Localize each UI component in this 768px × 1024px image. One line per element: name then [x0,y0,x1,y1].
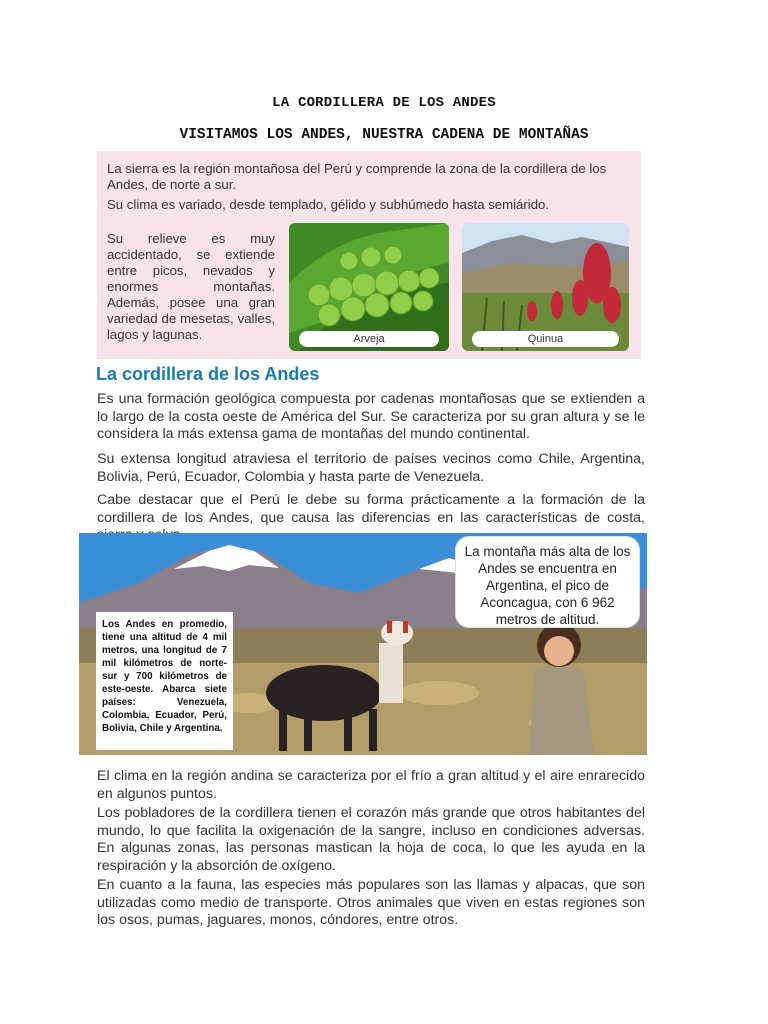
intro-paragraph-3: Su relieve es muy accidentado, se extiende entre picos, nevados y enormes montañas. Además, posee una gran variedad de mesetas, valles, lagos y lagunas. [107,231,275,342]
speech-bubble: La montaña más alta de los Andes se encuentra en Argentina, el pico de Aconcagua, con 6 962 metros de altitud. [455,536,640,628]
quinoa-caption: Quinua [472,331,619,347]
document-title: LA CORDILLERA DE LOS ANDES [272,95,496,111]
body-paragraph-5: Los pobladores de la cordillera tienen el corazón más grande que otros habitantes del mundo, lo que facilita la oxigenación de la sangre, incluso en condiciones adversas. En algunas zonas, las personas mastican la hoja de coca, lo que les ayuda en la respiración y la absorción de oxígeno. [97,805,645,874]
body-paragraph-1: Es una formación geológica compuesta por cadenas montañosas que se extienden a lo largo de la costa oeste de América del Sur. Se caracteriza por su gran altura y se le considera la más extensa gama de montañas del mundo continental. [97,391,645,442]
body-paragraph-4: El clima en la región andina se caracteriza por el frío a gran altitud y el aire enrarecido en algunos puntos. [97,768,645,802]
peas-caption: Arveja [299,331,439,347]
section-title: La cordillera de los Andes [96,364,320,384]
body-paragraph-6: En cuanto a la fauna, las especies más populares son las llamas y alpacas, que son utilizadas como medio de transporte. Otros animales que viven en estas regiones son los osos, pumas, jaguares, monos, cóndores, entre otros. [97,877,645,928]
intro-paragraph-1: La sierra es la región montañosa del Perú y comprende la zona de la cordillera de los Andes, de norte a sur. [107,161,607,192]
intro-paragraph-2: Su clima es variado, desde templado, gélido y subhúmedo hasta semiárido. [107,197,550,212]
peas-photo [289,223,449,351]
document-subtitle: VISITAMOS LOS ANDES, NUESTRA CADENA DE MONTAÑAS [179,127,589,143]
quinoa-photo [462,223,629,351]
body-paragraph-2: Su extensa longitud atraviesa el territorio de países vecinos como Chile, Argentina, Bolivia, Perú, Ecuador, Colombia y hasta parte de Venezuela. [97,451,645,485]
andes-stats-box: Los Andes en promedio, tiene una altitud de 4 mil metros, una longitud de 7 mil kilómetros de norte-sur y 700 kilómetros de este-oeste. Abarca siete países: Venezuela, Colombia, Ecuador, Perú, Bolivia, Chile y Argentina. [96,612,233,750]
body-paragraph-3: Cabe destacar que el Perú le debe su forma prácticamente a la formación de la cordillera de los Andes, que causa las diferencias en las características de costa, [97,492,645,526]
